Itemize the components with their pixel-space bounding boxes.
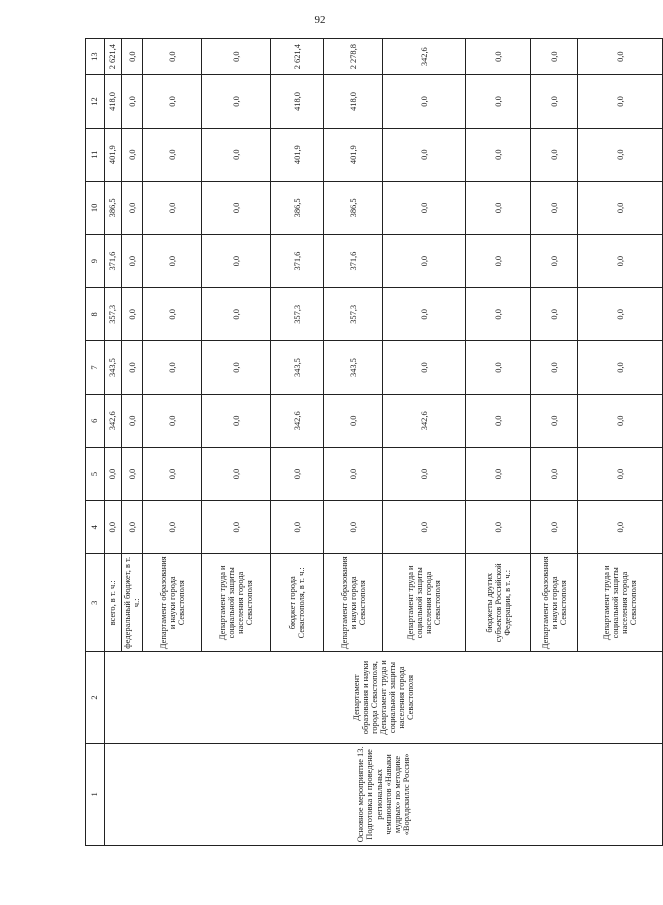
budget-table bbox=[85, 38, 663, 846]
value-cell: 0,0 bbox=[143, 447, 202, 500]
funding-source-label: Департамент образования и науки города Севастополя bbox=[531, 554, 578, 652]
header-row bbox=[86, 39, 105, 846]
value-cell: 0,0 bbox=[466, 181, 531, 234]
value-cell: 0,0 bbox=[122, 181, 143, 234]
value-cell: 0,0 bbox=[202, 341, 271, 394]
value-cell: 2 621,4 bbox=[271, 39, 324, 75]
value-cell: 0,0 bbox=[578, 288, 663, 341]
header-cell: 13 bbox=[86, 39, 105, 75]
value-cell: 401,9 bbox=[324, 128, 383, 181]
value-cell: 0,0 bbox=[578, 341, 663, 394]
value-cell: 0,0 bbox=[466, 447, 531, 500]
value-cell: 0,0 bbox=[271, 447, 324, 500]
value-cell: 0,0 bbox=[122, 39, 143, 75]
value-cell: 0,0 bbox=[466, 128, 531, 181]
value-cell: 0,0 bbox=[202, 394, 271, 447]
funding-source-label: Департамент труда и социальной защиты населения города Севастополя bbox=[578, 554, 663, 652]
value-cell: 342,6 bbox=[271, 394, 324, 447]
value-cell: 0,0 bbox=[122, 447, 143, 500]
value-cell: 0,0 bbox=[105, 501, 122, 554]
funding-source-label: бюджет города Севастополя, в т. ч.: bbox=[271, 554, 324, 652]
executor-cell: Департамент образования и науки города Севастополя, Департамент труда и социальной защиты населения города Севастополя bbox=[105, 652, 663, 744]
value-cell: 0,0 bbox=[202, 75, 271, 128]
value-cell: 342,6 bbox=[383, 394, 466, 447]
header-cell: 11 bbox=[86, 128, 105, 181]
value-cell: 0,0 bbox=[531, 341, 578, 394]
header-cell: 2 bbox=[86, 652, 105, 744]
value-cell: 343,5 bbox=[324, 341, 383, 394]
header-cell: 3 bbox=[86, 554, 105, 652]
value-cell: 0,0 bbox=[202, 128, 271, 181]
value-cell: 0,0 bbox=[531, 128, 578, 181]
value-cell: 401,9 bbox=[271, 128, 324, 181]
value-cell: 0,0 bbox=[578, 75, 663, 128]
value-cell: 0,0 bbox=[202, 235, 271, 288]
value-cell: 0,0 bbox=[383, 128, 466, 181]
header-cell: 5 bbox=[86, 447, 105, 500]
value-cell: 0,0 bbox=[202, 181, 271, 234]
header-cell: 9 bbox=[86, 235, 105, 288]
header-cell: 12 bbox=[86, 75, 105, 128]
value-cell: 418,0 bbox=[105, 75, 122, 128]
value-cell: 0,0 bbox=[578, 181, 663, 234]
value-cell: 0,0 bbox=[383, 447, 466, 500]
value-cell: 0,0 bbox=[383, 181, 466, 234]
value-cell: 386,5 bbox=[324, 181, 383, 234]
value-cell: 357,3 bbox=[271, 288, 324, 341]
value-cell: 0,0 bbox=[578, 235, 663, 288]
value-cell: 0,0 bbox=[271, 501, 324, 554]
value-cell: 0,0 bbox=[578, 128, 663, 181]
value-cell: 0,0 bbox=[143, 501, 202, 554]
value-cell: 0,0 bbox=[202, 447, 271, 500]
value-cell: 0,0 bbox=[143, 288, 202, 341]
value-cell: 0,0 bbox=[122, 501, 143, 554]
value-cell: 342,6 bbox=[383, 39, 466, 75]
value-cell: 0,0 bbox=[122, 341, 143, 394]
value-cell: 0,0 bbox=[122, 235, 143, 288]
value-cell: 0,0 bbox=[531, 394, 578, 447]
value-cell: 0,0 bbox=[578, 501, 663, 554]
value-cell: 0,0 bbox=[466, 501, 531, 554]
value-cell: 0,0 bbox=[466, 288, 531, 341]
value-cell: 0,0 bbox=[531, 181, 578, 234]
page-number: 92 bbox=[314, 14, 326, 26]
value-cell: 0,0 bbox=[383, 235, 466, 288]
value-cell: 371,6 bbox=[105, 235, 122, 288]
value-cell: 0,0 bbox=[105, 447, 122, 500]
value-cell: 371,6 bbox=[271, 235, 324, 288]
event-name-cell: Основное мероприятие 13. Подготовка и проведение региональных чемпионатов «Навыки мудрых» по методике «Ворлдскиллс Россия» bbox=[105, 743, 663, 845]
value-cell: 0,0 bbox=[383, 75, 466, 128]
value-cell: 371,6 bbox=[324, 235, 383, 288]
funding-source-label: Департамент образования и науки города Севастополя bbox=[324, 554, 383, 652]
value-cell: 0,0 bbox=[122, 288, 143, 341]
value-cell: 0,0 bbox=[143, 341, 202, 394]
value-cell: 0,0 bbox=[531, 75, 578, 128]
value-cell: 0,0 bbox=[578, 447, 663, 500]
header-cell: 6 bbox=[86, 394, 105, 447]
value-cell: 2 278,8 bbox=[324, 39, 383, 75]
header-cell: 8 bbox=[86, 288, 105, 341]
value-cell: 0,0 bbox=[531, 288, 578, 341]
value-cell: 0,0 bbox=[143, 39, 202, 75]
value-cell: 342,6 bbox=[105, 394, 122, 447]
value-cell: 343,5 bbox=[271, 341, 324, 394]
value-cell: 0,0 bbox=[143, 394, 202, 447]
header-cell: 1 bbox=[86, 743, 105, 845]
funding-source-label: федеральный бюджет, в т. ч.: bbox=[122, 554, 143, 652]
value-cell: 401,9 bbox=[105, 128, 122, 181]
value-cell: 0,0 bbox=[324, 394, 383, 447]
table-viewport bbox=[85, 38, 639, 846]
value-cell: 2 621,4 bbox=[105, 39, 122, 75]
value-cell: 0,0 bbox=[202, 39, 271, 75]
value-cell: 0,0 bbox=[531, 447, 578, 500]
value-cell: 343,5 bbox=[105, 341, 122, 394]
value-cell: 0,0 bbox=[466, 75, 531, 128]
value-cell: 0,0 bbox=[383, 501, 466, 554]
value-cell: 0,0 bbox=[143, 181, 202, 234]
value-cell: 418,0 bbox=[271, 75, 324, 128]
value-cell: 0,0 bbox=[143, 128, 202, 181]
value-cell: 0,0 bbox=[531, 501, 578, 554]
value-cell: 386,5 bbox=[271, 181, 324, 234]
table-row bbox=[105, 39, 122, 846]
funding-source-label: Департамент образования и науки города Севастополя bbox=[143, 554, 202, 652]
header-cell: 10 bbox=[86, 181, 105, 234]
value-cell: 0,0 bbox=[531, 235, 578, 288]
value-cell: 0,0 bbox=[466, 39, 531, 75]
value-cell: 0,0 bbox=[466, 235, 531, 288]
header-cell: 7 bbox=[86, 341, 105, 394]
value-cell: 0,0 bbox=[383, 288, 466, 341]
value-cell: 386,5 bbox=[105, 181, 122, 234]
value-cell: 0,0 bbox=[122, 128, 143, 181]
value-cell: 0,0 bbox=[143, 235, 202, 288]
value-cell: 0,0 bbox=[202, 288, 271, 341]
funding-source-label: Департамент труда и социальной защиты населения города Севастополя bbox=[383, 554, 466, 652]
funding-source-label: бюджеты других субъектов Российской Федерации, в т. ч.: bbox=[466, 554, 531, 652]
value-cell: 0,0 bbox=[324, 501, 383, 554]
value-cell: 0,0 bbox=[383, 341, 466, 394]
value-cell: 0,0 bbox=[324, 447, 383, 500]
value-cell: 0,0 bbox=[202, 501, 271, 554]
value-cell: 418,0 bbox=[324, 75, 383, 128]
funding-source-label: Департамент труда и социальной защиты населения города Севастополя bbox=[202, 554, 271, 652]
funding-source-label: всего, в т. ч.: bbox=[105, 554, 122, 652]
value-cell: 0,0 bbox=[122, 75, 143, 128]
header-cell: 4 bbox=[86, 501, 105, 554]
value-cell: 357,3 bbox=[324, 288, 383, 341]
value-cell: 0,0 bbox=[122, 394, 143, 447]
value-cell: 0,0 bbox=[466, 394, 531, 447]
value-cell: 0,0 bbox=[578, 394, 663, 447]
value-cell: 0,0 bbox=[578, 39, 663, 75]
value-cell: 0,0 bbox=[531, 39, 578, 75]
rotated-table-frame bbox=[85, 38, 639, 846]
value-cell: 0,0 bbox=[143, 75, 202, 128]
value-cell: 0,0 bbox=[466, 341, 531, 394]
value-cell: 357,3 bbox=[105, 288, 122, 341]
